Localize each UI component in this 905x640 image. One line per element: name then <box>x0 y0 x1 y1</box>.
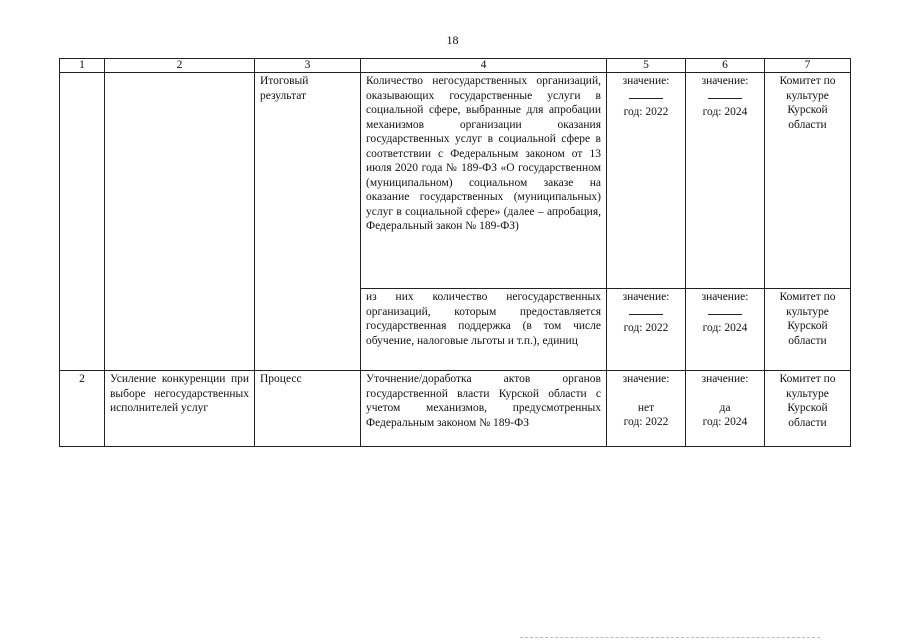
value-label: значение: <box>701 373 749 385</box>
header-cell: 3 <box>255 59 361 73</box>
task-cell <box>105 73 255 371</box>
value-blank <box>691 305 759 322</box>
year-label: год: 2024 <box>702 416 748 428</box>
responsible-cell: Комитет по культуре Курской области <box>765 289 851 371</box>
header-cell: 5 <box>607 59 686 73</box>
task-cell: Усиление конкуренции при выборе негосударственных исполнителей услуг <box>105 371 255 447</box>
header-cell: 4 <box>361 59 607 73</box>
target-value-cell <box>686 73 765 289</box>
page-number: 18 <box>446 33 459 47</box>
target-value-cell <box>686 289 765 371</box>
description-cell: Уточнение/доработка актов органов государственной власти Курской области с учетом механизмов, предусмотренных Федеральным законом № 189-ФЗ <box>361 371 607 447</box>
value-blank <box>612 305 680 322</box>
responsible-cell: Комитет по культуре Курской области <box>765 73 851 289</box>
value-text: да <box>719 401 731 414</box>
year-label: год: 2022 <box>623 106 669 118</box>
header-cell: 7 <box>765 59 851 73</box>
description-cell: Количество негосударственных организаций, оказывающих государственные услуги в социальной сфере, выбранные для апробации механизмов организации оказания государственных услуг в социальной сфере в соответствии с Федеральным законом от 13 июля 2020 года № 189-ФЗ «О государственном (муниципальном) социальном заказе на оказание государственных (муниципальных) услуг в социальной сфере» (далее – апробация, Федеральный закон № 189-ФЗ) <box>361 73 607 289</box>
header-cell: 6 <box>686 59 765 73</box>
year-label: год: 2024 <box>702 322 748 334</box>
target-value-cell <box>686 371 765 447</box>
header-cell: 2 <box>105 59 255 73</box>
header-row <box>60 59 851 73</box>
header-cell: 1 <box>60 59 105 73</box>
year-label: год: 2022 <box>623 322 669 334</box>
responsible-cell: Комитет по культуре Курской области <box>765 371 851 447</box>
year-label: год: 2022 <box>623 416 669 428</box>
table-row <box>60 73 851 289</box>
type-cell: Процесс <box>255 371 361 447</box>
row-number-cell: 2 <box>60 371 105 447</box>
base-value-cell <box>607 371 686 447</box>
type-cell: Итоговый результат <box>255 73 361 371</box>
value-label: значение: <box>622 291 670 303</box>
value-blank <box>691 89 759 106</box>
base-value-cell <box>607 289 686 371</box>
value-blank <box>612 89 680 106</box>
value-label: значение: <box>622 373 670 385</box>
value-label: значение: <box>701 75 749 87</box>
description-cell: из них количество негосударственных организаций, которым предоставляется государственная поддержка (в том числе обучение, налоговые льготы и т.п.), единиц <box>361 289 607 371</box>
value-label: значение: <box>622 75 670 87</box>
table-row <box>60 371 851 447</box>
base-value-cell <box>607 73 686 289</box>
measures-table <box>59 58 851 447</box>
row-number-cell <box>60 73 105 371</box>
year-label: год: 2024 <box>702 106 748 118</box>
value-text: нет <box>637 401 655 414</box>
value-label: значение: <box>701 291 749 303</box>
